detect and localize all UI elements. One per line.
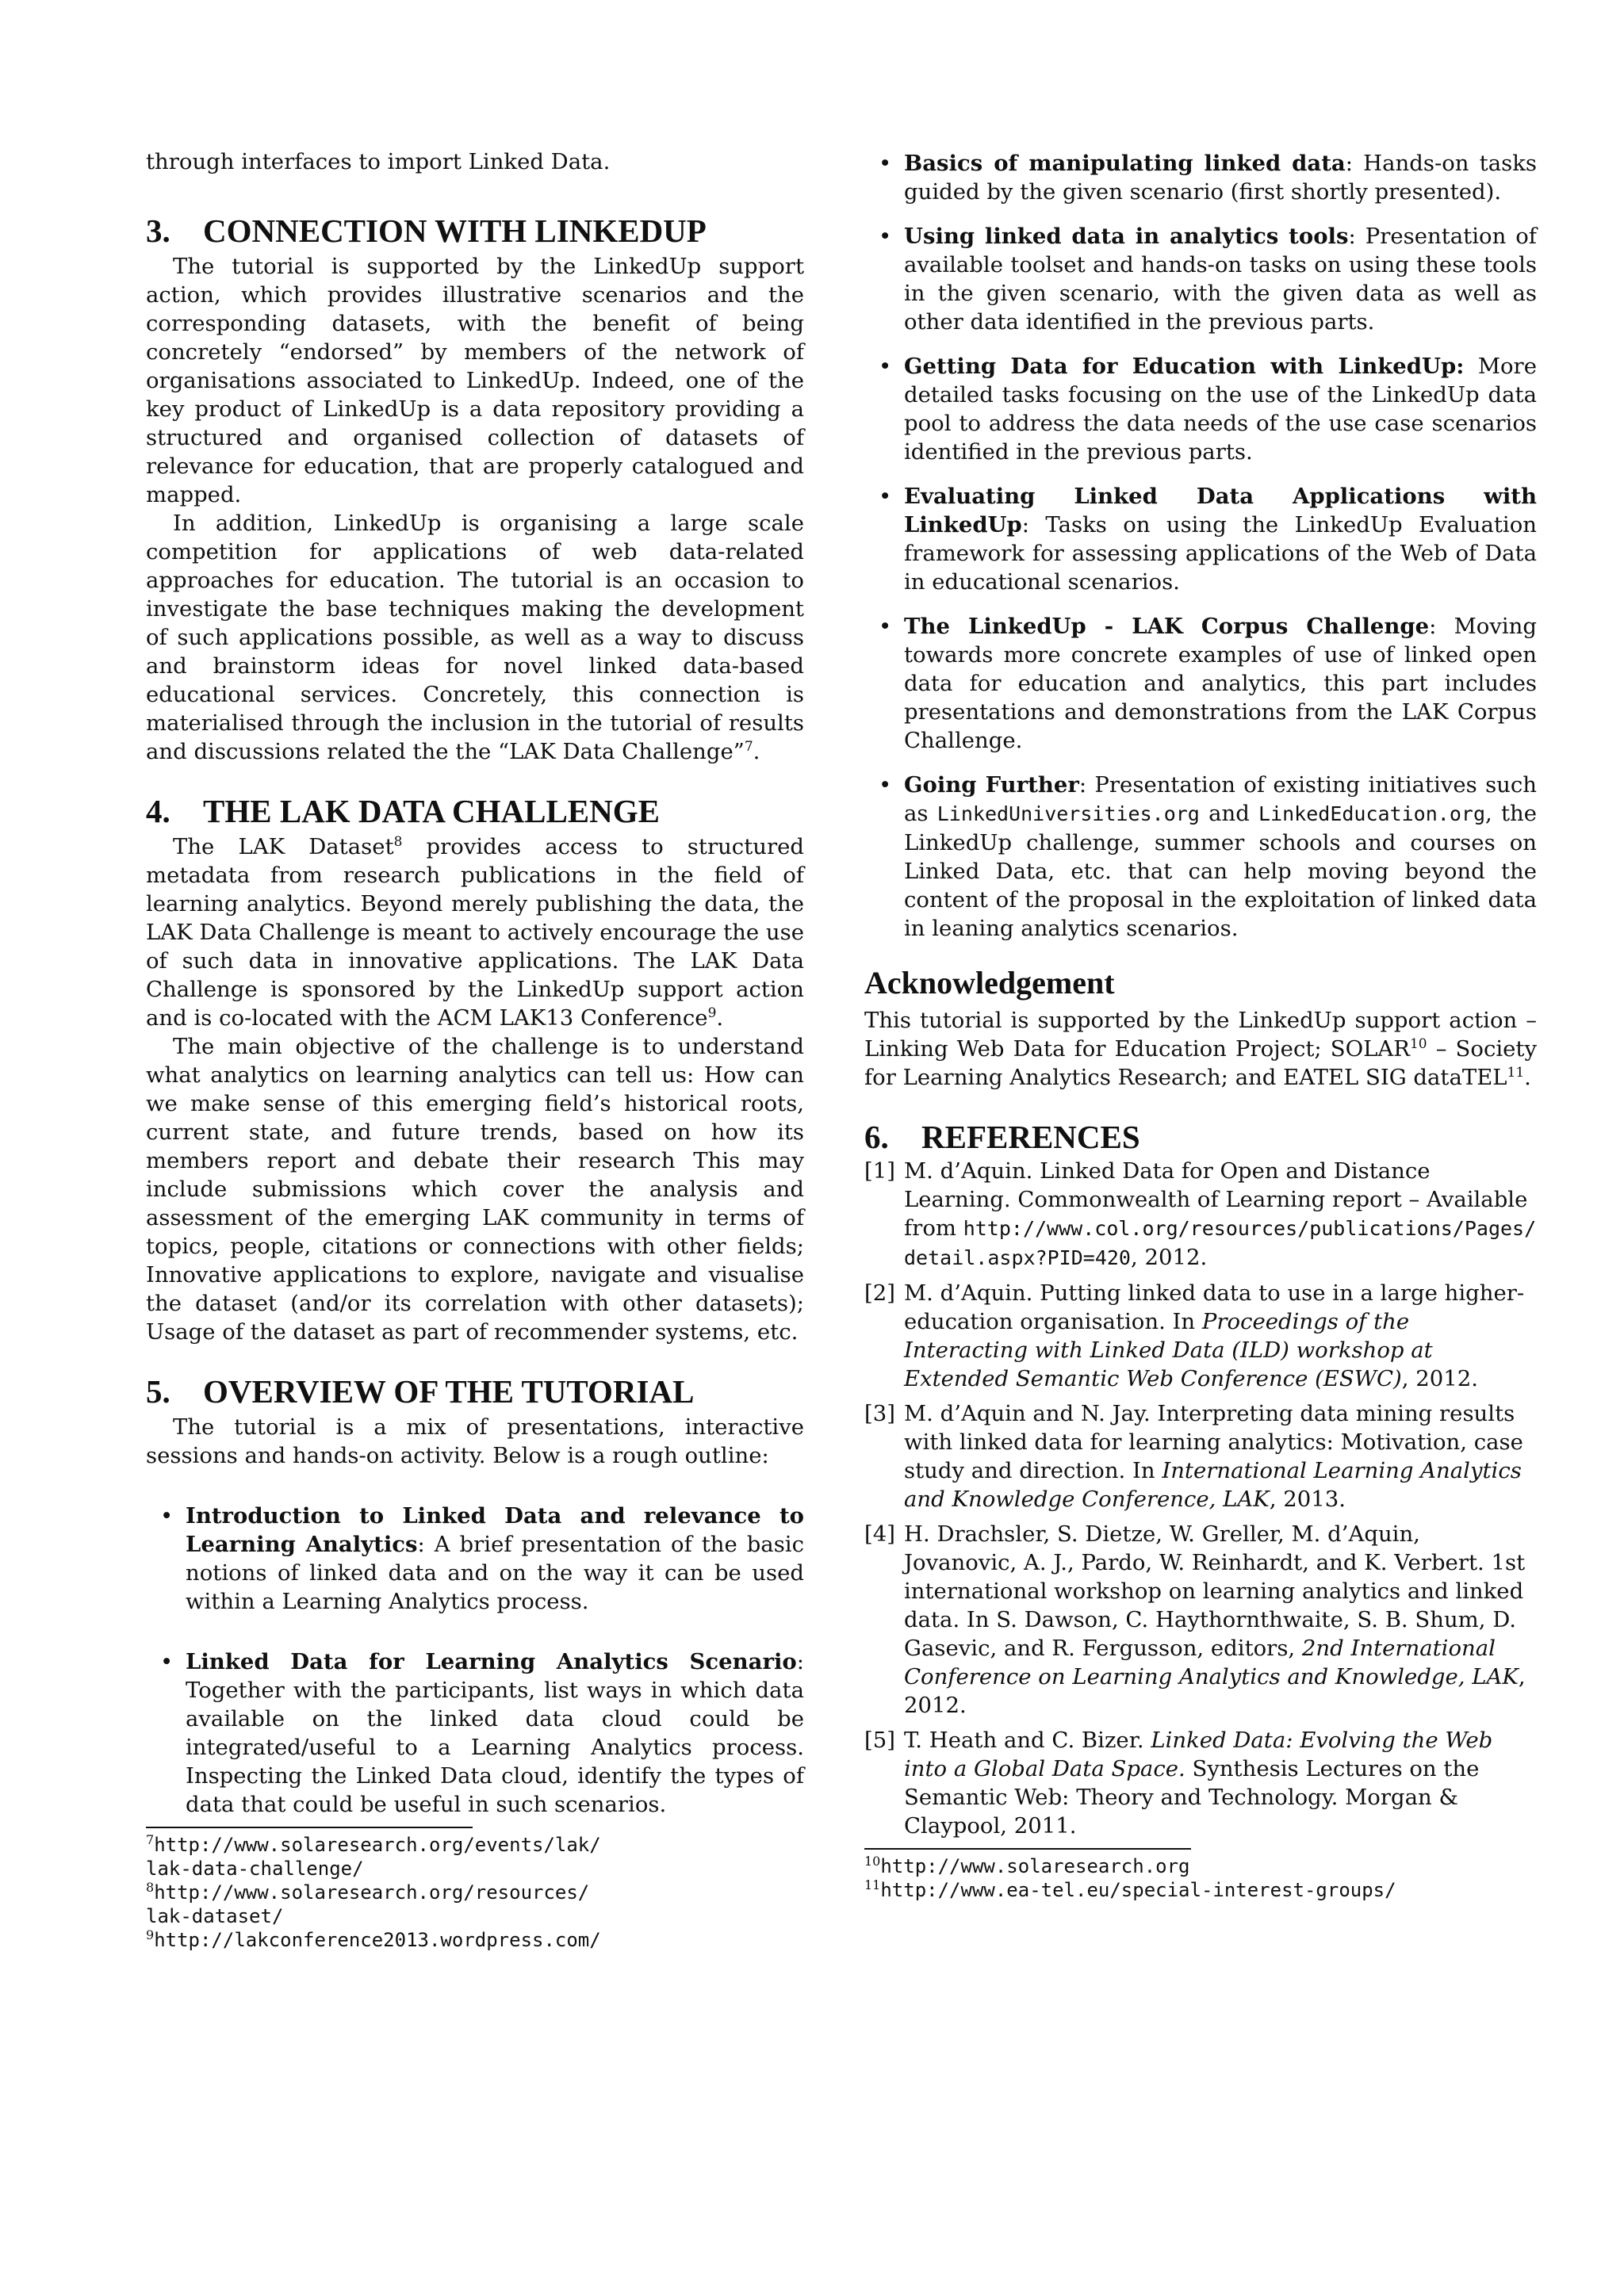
list-item: • The LinkedUp - LAK Corpus Challenge: Moving towards more concrete examples of use of linked open data for education and analytics, this part includes presentations and demonstrations from the LAK Corpus Challenge. [879, 614, 1537, 753]
link-linkeduniversities[interactable]: LinkedUniversities.org [936, 802, 1200, 825]
footnote-divider [864, 1848, 1191, 1850]
right-column [864, 149, 1537, 1902]
bullet-icon: • [160, 1503, 174, 1529]
section-number: 4. [146, 793, 170, 829]
bullet-icon: • [160, 1649, 174, 1674]
list-item: • Introduction to Linked Data and relevance to Learning Analytics: A brief presentation of the basic notions of linked data and on the way it can be used within a Learning Analytics process. [160, 1503, 805, 1614]
footnote-ref[interactable]: 7 [744, 738, 753, 755]
bullet-icon: • [879, 151, 892, 176]
tutorial-outline-list [146, 1502, 804, 1819]
section-number: 6. [864, 1119, 889, 1155]
footnote-10[interactable]: $^{10}$http://www.solaresearch.org [864, 1854, 1190, 1877]
bullet-icon: • [879, 484, 892, 509]
bullet-icon: • [879, 772, 892, 798]
section-number: 3. [146, 212, 170, 249]
section-title: CONNECTION WITH LINKEDUP [203, 212, 707, 249]
reference-item: [2] M. d’Aquin. Putting linked data to use in a large higher-education organisation. In Proceedings of the Interacting with Linked Data (ILD) workshop at Extended Semantic Web Conference (ESWC), 2012. [864, 1280, 1525, 1391]
reference-item: [3] M. d’Aquin and N. Jay. Interpreting data mining results with linked data for learning analytics: Motivation, case study and direction. In International Learning Analytics and Knowledge Conference, LAK, 2013. [864, 1401, 1523, 1512]
footnote-8[interactable]: $^8$http://www.solaresearch.org/resources/ lak-dataset/ [146, 1880, 590, 1927]
footnote-11[interactable]: $^{11}$http://www.ea-tel.eu/special-interest-groups/ [864, 1877, 1396, 1901]
reference-link[interactable]: http://www.col.org/resources/publications/Pages/detail.aspx?PID=420 [904, 1217, 1537, 1269]
acknowledgement-heading: Acknowledgement [864, 965, 1115, 1001]
footnote-ref[interactable]: 8 [393, 833, 403, 850]
reference-item: [1] M. d’Aquin. Linked Data for Open and Distance Learning. Commonwealth of Learning report – Available from http://www.col.org/resources/publications/Pages/detail.aspx?PID=420, 2012. [864, 1158, 1537, 1270]
acknowledgement-text: This tutorial is supported by the LinkedUp support action – Linking Web Data for Education Project; SOLAR$^{10}$ – Society for Learning Analytics Research; and EATEL SIG dataTEL$^{11}$. [864, 1008, 1538, 1090]
section-5-paragraph-1: The tutorial is a mix of presentations, interactive sessions and hands-on activity. Below is a rough outline: [146, 1414, 804, 1468]
list-item: • Evaluating Linked Data Applications with LinkedUp: Tasks on using the LinkedUp Evaluation framework for assessing applications of the Web of Data in educational scenarios. [879, 484, 1537, 595]
footnote-7[interactable]: $^7$http://www.solaresearch.org/events/lak/ lak-data-challenge/ [146, 1832, 601, 1880]
section-3-paragraph-1: The tutorial is supported by the LinkedUp support action, which provides illustrative scenarios and the corresponding datasets, with the benefit of being concretely “endorsed” by members of the network of organisations associated to LinkedUp. Indeed, one of the key product of LinkedUp is a data repository providing a structured and organised collection of datasets of relevance for education, that are properly catalogued and mapped. [146, 254, 804, 507]
reference-list [864, 1157, 1537, 1840]
link-linkededucation[interactable]: LinkedEducation.org [1258, 802, 1485, 825]
intro-line: through interfaces to import Linked Data. [146, 149, 611, 174]
footnote-divider [146, 1827, 473, 1828]
footnote-ref[interactable]: 9 [707, 1004, 717, 1021]
list-item: • Linked Data for Learning Analytics Scenario: Together with the participants, list ways in which data available on the linked data cloud could be integrated/useful to a Learning Analytics process. Inspecting the Linked Data cloud, identify the types of data that could be useful in such scenarios. [160, 1649, 804, 1817]
section-4-heading [146, 793, 804, 829]
reference-item: [5] T. Heath and C. Bizer. Linked Data: Evolving the Web into a Global Data Space. Synthesis Lectures on the Semantic Web: Theory and Technology. Morgan & Claypool, 2011. [864, 1728, 1493, 1839]
section-number: 5. [146, 1373, 170, 1410]
bullet-icon: • [879, 224, 892, 249]
section-4-paragraph-2: The main objective of the challenge is to understand what analytics on learning analytics can tell us: How can we make sense of this emerging field’s historical roots, current state, and future trends, based on how its members report and debate their research This may include submissions which cover the analysis and assessment of the emerging LAK community in terms of topics, people, citations or connections with other fields; Innovative applications to explore, navigate and visualise the dataset (and/or its correlation with other datasets); Usage of the dataset as part of recommender systems, etc. [146, 1034, 804, 1345]
section-title: THE LAK DATA CHALLENGE [203, 793, 661, 829]
list-item: • Basics of manipulating linked data: Hands-on tasks guided by the given scenario (first shortly presented). [879, 151, 1537, 205]
footnote-ref[interactable]: 11 [1507, 1064, 1525, 1081]
bullet-icon: • [879, 354, 892, 379]
list-item: • Going Further: Presentation of existing initiatives such as LinkedUniversities.org and LinkedEducation.org, the LinkedUp challenge, summer schools and courses on Linked Data, etc. that can help moving beyond the content of the proposal in the exploitation of linked data in leaning analytics scenarios. [879, 772, 1538, 941]
list-item: • Getting Data for Education with LinkedUp: More detailed tasks focusing on the use of the LinkedUp data pool to address the data needs of the use case scenarios identified in the previous parts. [879, 354, 1537, 465]
left-column [146, 147, 804, 1952]
list-item: • Using linked data in analytics tools: Presentation of available toolset and hands-on tasks on using these tools in the given scenario, with the given data as well as other data identified in the previous parts. [879, 224, 1537, 335]
tutorial-outline-list-continued [864, 149, 1537, 943]
bullet-icon: • [879, 614, 892, 639]
section-title: REFERENCES [921, 1119, 1140, 1155]
section-5-heading [146, 1373, 804, 1410]
section-3-heading [146, 212, 804, 249]
section-6-heading [864, 1119, 1537, 1155]
section-3-paragraph-2: In addition, LinkedUp is organising a large scale competition for applications of web data-related approaches for education. The tutorial is an occasion to investigate the base techniques making the development of such applications possible, as well as a way to discuss and brainstorm ideas for novel linked data-based educational services. Concretely, this connection is materialised through the inclusion in the tutorial of results and discussions related the the “LAK Data Challenge”$^7$. [146, 511, 804, 764]
footnote-ref[interactable]: 10 [1409, 1035, 1427, 1052]
reference-item: [4] H. Drachsler, S. Dietze, W. Greller, M. d’Aquin, Jovanovic, A. J., Pardo, W. Reinhardt, and K. Verbert. 1st international workshop on learning analytics and linked data. In S. Dawson, C. Haythornthwaite, S. B. Shum, D. Gasevic, and R. Fergusson, editors, 2nd International Conference on Learning Analytics and Knowledge, LAK, 2012. [864, 1521, 1526, 1718]
footnote-9[interactable]: $^9$http://lakconference2013.wordpress.com/ [146, 1927, 601, 1951]
section-title: OVERVIEW OF THE TUTORIAL [203, 1373, 695, 1410]
section-4-paragraph-1: The LAK Dataset$^8$ provides access to structured metadata from research publications in the field of learning analytics. Beyond merely publishing the data, the LAK Data Challenge is meant to actively encourage the use of such data in innovative applications. The LAK Data Challenge is sponsored by the LinkedUp support action and is co-located with the ACM LAK13 Conference$^9$. [146, 833, 804, 1031]
